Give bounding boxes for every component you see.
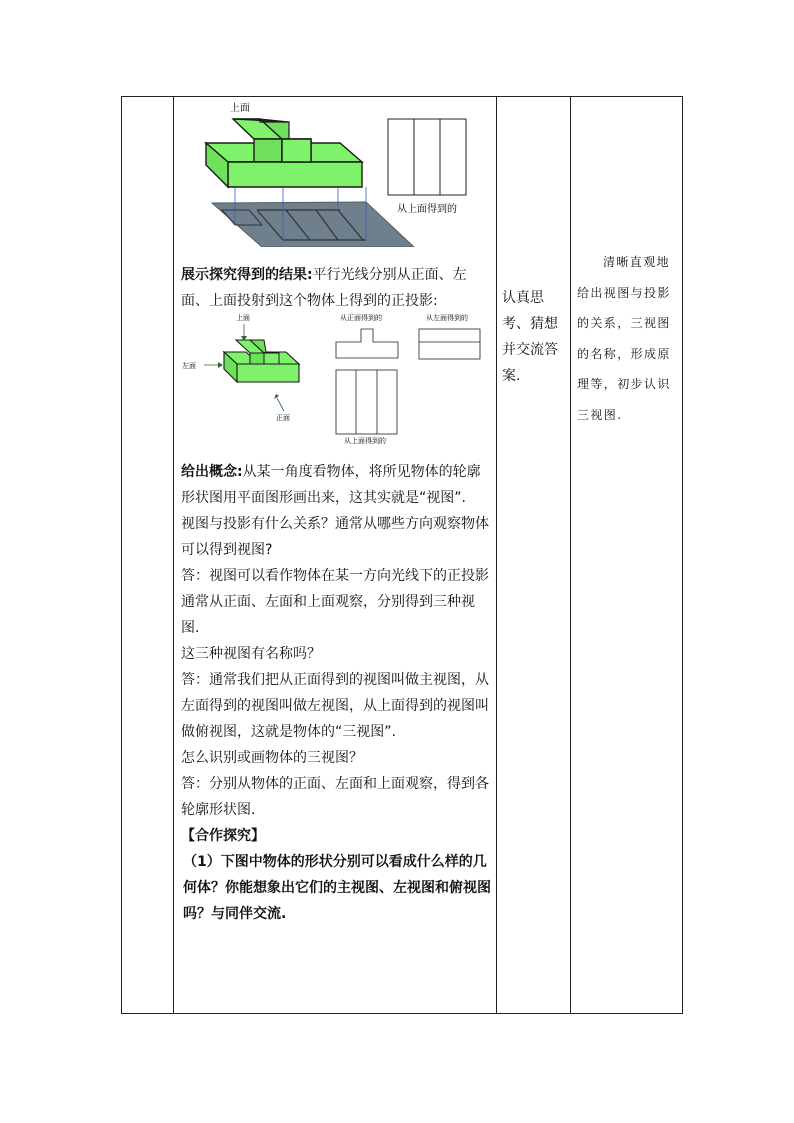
label-top: 上面 <box>230 103 250 114</box>
result-paragraph <box>181 262 493 314</box>
blank-cell <box>122 97 174 1014</box>
concept-heading: 给出概念: <box>181 464 243 480</box>
label-top: 上面 <box>236 314 250 322</box>
task-1: （1）下图中物体的形状分别可以看成什么样的几何体？你能想象出它们的主视图、左视图和俯视图吗？与同伴交流. <box>183 854 491 922</box>
front-view-outline <box>336 329 398 358</box>
top-view-outline <box>388 119 466 195</box>
student-activity-text: 认真思考、猜想并交流答案. <box>502 290 558 384</box>
concept-text: 从某一角度看物体，将所见物体的轮廓形状图用平面图形画出来，这其实就是“视图”. <box>181 464 481 506</box>
result-text: 平行光线分别从正面、左面、上面投射到这个物体上得到的正投影: <box>181 267 467 309</box>
section-title: 【合作探究】 <box>181 828 265 844</box>
caption-front-view: 从正面得到的 <box>340 314 382 322</box>
label-front: 正面 <box>276 414 290 422</box>
answer-1: 答：视图可以看作物体在某一方向光线下的正投影通常从正面、左面和上面观察，分别得到三种视图. <box>181 568 489 636</box>
question-1: 视图与投影有什么关系？通常从哪些方向观察物体可以得到视图? <box>181 516 489 558</box>
caption-top-view: 从上面得到的 <box>397 204 457 215</box>
design-intent-cell <box>571 97 683 1014</box>
answer-3: 答：分别从物体的正面、左面和上面观察，得到各轮廓形状图. <box>181 776 489 818</box>
result-heading: 展示探究得到的结果: <box>181 267 313 283</box>
design-intent-content: 清晰直观地给出视图与投影的关系，三视图的名称，形成原理等，初步认识三视图. <box>577 255 671 422</box>
top-view-outline <box>336 370 397 434</box>
teaching-process-cell <box>174 97 497 1014</box>
concept-paragraph <box>181 459 493 511</box>
left-view-outline <box>419 329 480 359</box>
caption-top-view: 从上面得到的 <box>344 437 386 445</box>
answer-2: 答：通常我们把从正面得到的视图叫做主视图，从左面得到的视图叫做左视图，从上面得到的视图叫做俯视图，这就是物体的“三视图”. <box>181 672 489 740</box>
question-3: 怎么识别或画物体的三视图？ <box>181 750 363 766</box>
label-left: 左面 <box>182 362 196 370</box>
lesson-table <box>121 96 683 1014</box>
three-views-diagram <box>178 312 494 450</box>
caption-left-view: 从左面得到的 <box>426 314 468 322</box>
lesson-text <box>181 459 493 927</box>
projection-diagram <box>178 99 494 247</box>
question-2: 这三种视图有名称吗？ <box>181 646 321 662</box>
design-intent-text <box>577 247 677 430</box>
student-activity-cell <box>497 97 571 1014</box>
